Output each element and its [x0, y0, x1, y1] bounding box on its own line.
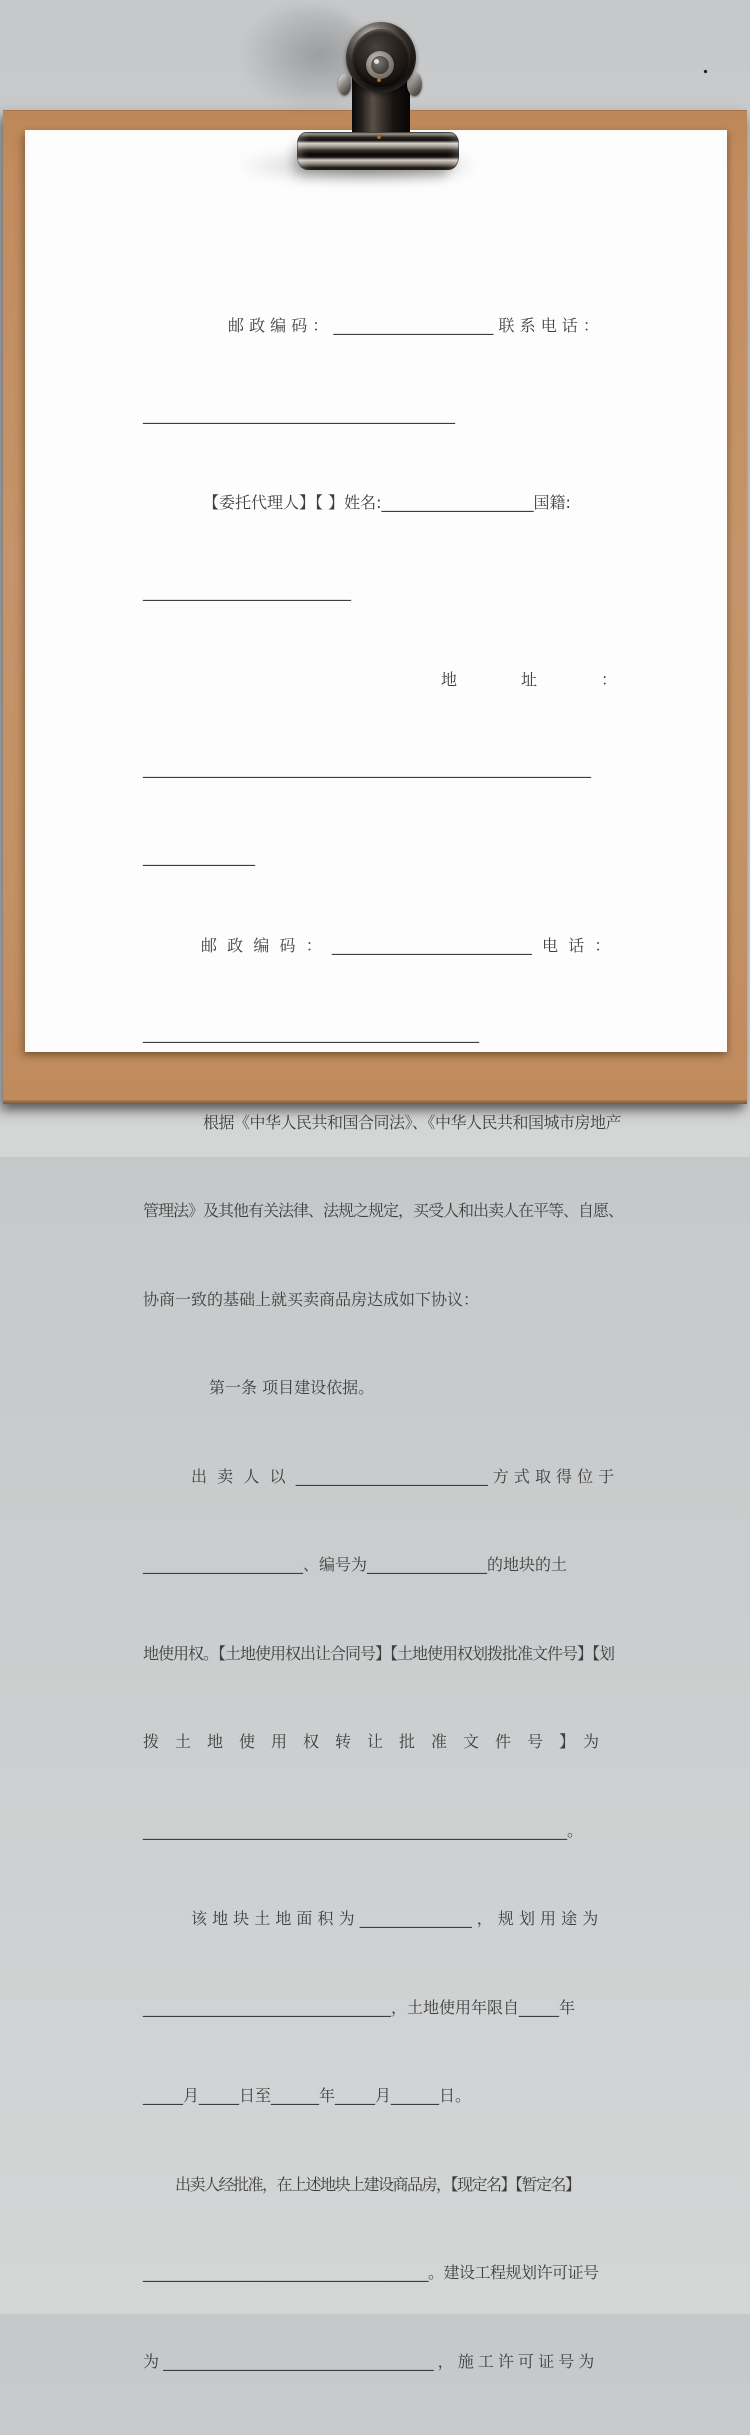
- clause-one-text: ____________________、编号为_______________的地块的土: [143, 1555, 568, 1574]
- clip-shadow: [238, 6, 374, 114]
- paragraph-legal-basis: 根据《中华人民共和国合同法》、《中华人民共和国城市房地产: [203, 1112, 622, 1132]
- form-line-blank: __________________________________________: [143, 1024, 479, 1043]
- form-line-blank: _____________________________________________________。: [143, 1820, 584, 1840]
- form-line-blank: ______________: [143, 847, 255, 866]
- land-area-text: 该 地 块 土 地 面 积 为 ______________ ， 规 划 用 途 为: [191, 1909, 599, 1928]
- clip-knob: [346, 22, 416, 93]
- land-area-text: _______________________________，土地使用年限自_____年: [143, 1997, 576, 2017]
- land-term-dates: _____月_____日至______年_____月______日。: [143, 2086, 472, 2105]
- form-line-blank: __________________________: [143, 581, 351, 601]
- project-name-text: 出卖人经批准，在上述地块上建设商品房，【现定名】【暂定名】: [175, 2174, 580, 2194]
- clip-hole-ring: [366, 51, 394, 79]
- form-line-postcode-phone: 邮 政 编 码 ： ____________________ 联 系 电 话 ：: [228, 316, 599, 335]
- permit-number-text: 为 ____________________________________ ， 施 工 许 可 证 号 为: [143, 2351, 594, 2371]
- clip-hole: [371, 56, 389, 74]
- form-line-address-label: 地 址 ：: [441, 670, 618, 689]
- form-line-postcode-tel: 邮 政 编 码 ： _________________________ 电 话 ：: [201, 935, 611, 955]
- paper-sheet: [25, 130, 727, 2371]
- clause-one-text: 拨 土 地 使 用 权 转 让 批 准 文 件 号 】 为: [143, 1732, 600, 1751]
- highlight: [374, 59, 379, 64]
- permit-number-text: ______________________________________。建设工程规划许可证号: [143, 2263, 599, 2282]
- clip-knob-face: [352, 29, 410, 87]
- clause-one-text: 地使用权。【土地使用权出让合同号】【土地使用权划拨批准文件号】【划: [143, 1643, 615, 1663]
- form-line-blank: ________________________________________________________: [143, 758, 591, 778]
- paragraph-legal-basis: 管理法》及其他有关法律、法规之规定，买受人和出卖人在平等、自愿、: [143, 1201, 624, 1220]
- form-line-blank: _______________________________________: [143, 404, 455, 424]
- paragraph-legal-basis: 协商一致的基础上就买卖商品房达成如下协议：: [143, 1289, 480, 1309]
- clip-lever-left: [338, 74, 351, 95]
- form-line-agent-name-nationality: 【委托代理人】【 】姓名:___________________国籍:: [203, 493, 571, 512]
- clip-rivet: [377, 78, 381, 82]
- clip-lever-right: [407, 72, 422, 96]
- clause-one-text: 出 卖 人 以 ________________________ 方 式 取 得 位 于: [191, 1466, 615, 1486]
- clause-one-heading: 第一条 项目建设依据。: [209, 1378, 375, 1397]
- contract-form: [143, 252, 631, 2435]
- clip-spot: [704, 70, 707, 73]
